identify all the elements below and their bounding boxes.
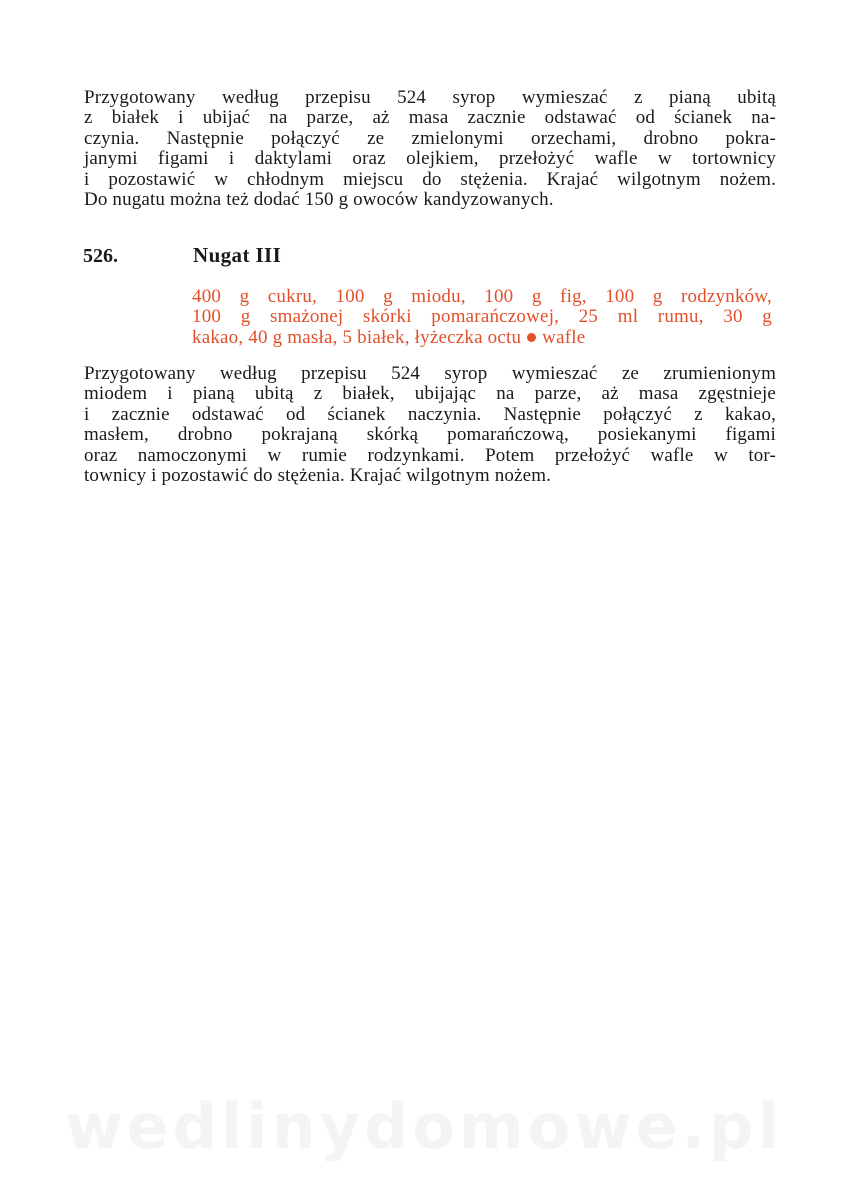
intro-paragraph: [84, 88, 776, 210]
bullet-dot-icon: [527, 333, 536, 342]
recipe-number: 526.: [83, 245, 118, 267]
method-line: miodem i pianą ubitą z białek, ubijając na parze, aż masa zgęstnieje: [84, 383, 776, 405]
intro-line: janymi figami i daktylami oraz olejkiem, przełożyć wafle w tortownicy: [84, 148, 776, 170]
ingredients-list: [192, 287, 772, 348]
intro-line: czynia. Następnie połączyć ze zmielonymi orzechami, drobno pokra-: [84, 127, 776, 149]
intro-line: z białek i ubijać na parze, aż masa zacznie odstawać od ścianek na-: [84, 107, 776, 129]
ingredients-text: kakao, 40 g masła, 5 białek, łyżeczka octu: [192, 326, 522, 348]
intro-line: Do nugatu można też dodać 150 g owoców kandyzowanych.: [84, 189, 554, 211]
method-line: townicy i pozostawić do stężenia. Krajać wilgotnym nożem.: [84, 465, 552, 487]
recipe-title: Nugat III: [193, 243, 282, 267]
ingredients-line: 400 g cukru, 100 g miodu, 100 g fig, 100 g rodzynków,: [192, 286, 772, 307]
method-line: oraz namoczonymi w rumie rodzynkami. Potem przełożyć wafle w tor-: [84, 444, 776, 466]
ingredients-line: 100 g smażonej skórki pomarańczowej, 25 ml rumu, 30 g: [192, 306, 772, 328]
method-paragraph: [84, 364, 776, 486]
method-line: masłem, drobno pokrajaną skórką pomarańczową, posiekanymi figami: [84, 424, 776, 446]
intro-line: Przygotowany według przepisu 524 syrop wymieszać z pianą ubitą: [84, 87, 776, 108]
ingredients-text: wafle: [542, 326, 586, 348]
watermark: wedlinydomowe.pl: [65, 1090, 783, 1163]
intro-line: i pozostawić w chłodnym miejscu do stężenia. Krajać wilgotnym nożem.: [84, 168, 776, 190]
method-line: Przygotowany według przepisu 524 syrop wymieszać ze zrumienionym: [84, 363, 776, 384]
ingredients-line: [192, 328, 772, 348]
method-line: i zacznie odstawać od ścianek naczynia. Następnie połączyć z kakao,: [84, 403, 776, 425]
